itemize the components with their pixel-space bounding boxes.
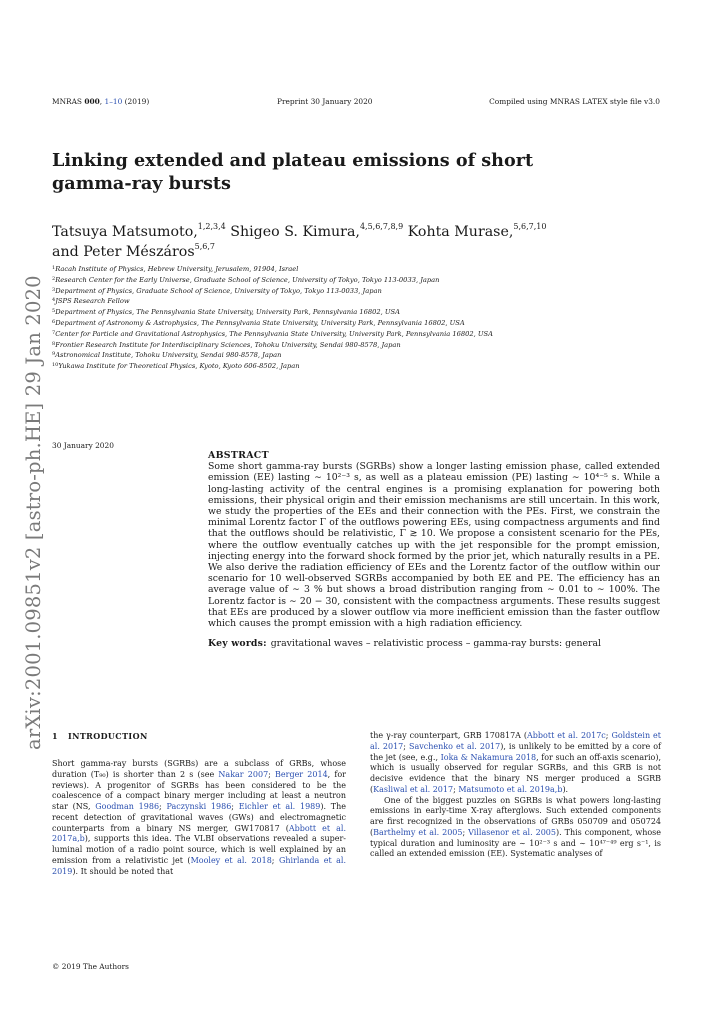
abstract-heading: ABSTRACT [208, 450, 269, 461]
paragraph: the γ-ray counterpart, GRB 170817A (Abbott et al. 2017c; Goldstein et al. 2017; Savchenko et al. 2017), is unlikely to be emitted by a core of the jet (see, e.g., Ioka & Nakamura 2018, for such an off-axis scenario), which is usually observed for regular SGRBs, and this GRB is not decisive evidence that the binary NS merger produced a SGRB (Kasliwal et al. 2017; Matsumoto et al. 2019a,b). [370, 731, 662, 794]
author-name: Tatsuya Matsumoto, [52, 224, 198, 240]
journal-pages-link[interactable]: 1–10 [104, 97, 123, 106]
affiliation: $^9$Astronomical Institute, Tohoku University, Sendai 980-8578, Japan [52, 351, 282, 360]
affiliation-list [52, 264, 672, 372]
citation-link[interactable]: Berger 2014 [275, 769, 328, 779]
author-name: Shigeo S. Kimura, [225, 224, 360, 240]
preprint-date: Preprint 30 January 2020 [277, 97, 373, 106]
citation-link[interactable]: Goodman 1986 [95, 802, 160, 811]
section-title: INTRODUCTION [67, 731, 148, 741]
citation-link[interactable]: Matsumoto et al. 2019a,b [458, 784, 563, 794]
affiliation: $^3$Department of Physics, Graduate School of Science, University of Tokyo, Tokyo 113-0033, Japan [52, 286, 382, 295]
citation-link[interactable]: Abbott et al. 2017c [527, 731, 606, 740]
author-line-1 [52, 222, 652, 242]
citation-link[interactable]: Savchenko et al. 2017 [409, 741, 501, 751]
affiliation: $^7$Center for Particle and Gravitational Astrophysics, The Pennsylvania State University, University Park, Pennsylvania 16802, USA [52, 329, 493, 338]
paper-title [52, 149, 612, 195]
author-affil: 1,2,3,4 [197, 222, 226, 231]
affiliation: $^2$Research Center for the Early Universe, Graduate School of Science, University of Tokyo, Tokyo 113-0033, Japan [52, 275, 440, 284]
compiled-note: Compiled using MNRAS LATEX style file v3.0 [489, 97, 660, 106]
citation-link[interactable]: Goldstein et al. 2017 [370, 731, 661, 751]
arxiv-stamp: arXiv:2001.09851v2 [astro-ph.HE] 29 Jan 2020 [22, 275, 45, 750]
citation-link[interactable]: Barthelmy et al. 2005 [373, 827, 463, 837]
author-affil: 5,6,7,10 [513, 222, 547, 231]
author-affil: 5,6,7 [194, 242, 215, 251]
journal-citation: MNRAS 000, 1–10 (2019) [52, 97, 150, 106]
abstract-body: Some short gamma-ray bursts (SGRBs) show a longer lasting emission phase, called extended emission (EE) lasting ∼ 10²⁻³ s, as well as a plateau emission (PE) lasting ∼ 10⁴⁻⁵ s. While a long-lasting activity of the central engines is a promising explanation for powering both emissions, their physical origin and their emission mechanisms are still uncertain. In this work, we study the properties of the EEs and their connection with the PEs. First, we constrain the minimal Lorentz factor Γ of the outflows powering EEs, using compactness arguments and find that the outflows should be relativistic, Γ ≳ 10. We propose a consistent scenario for the PEs, where the outflow eventually catches up with the jet responsible for the prompt emission, injecting energy into the forward shock formed by the prior jet, which naturally results in a PE. We also derive the radiation efficiency of EEs and the Lorentz factor of the outflow within our scenario for 10 well-observed SGRBs accompanied by both EE and PE. The efficiency has an average value of ∼ 3 % but shows a broad distribution ranging from ∼ 0.01 to ∼ 100%. The Lorentz factor is ∼ 20 − 30, consistent with the compactness arguments. These results suggest that EEs are produced by a slower outflow via more inefficient emission than the faster outflow which causes the prompt emission with a high radiation efficiency. [208, 461, 660, 630]
keywords-label: Key words: [208, 638, 267, 650]
affiliation: $^4$JSPS Research Fellow [52, 297, 130, 306]
citation-link[interactable]: Eichler et al. 1989 [238, 802, 321, 811]
submission-date: 30 January 2020 [52, 441, 114, 450]
citation-link[interactable]: Nakar 2007 [218, 769, 269, 779]
abstract [208, 450, 660, 649]
section-heading [52, 731, 148, 741]
citation-link[interactable]: Abbott et al. 2017a,b [52, 823, 347, 844]
author-list [52, 222, 652, 262]
affiliation: $^5$Department of Physics, The Pennsylvania State University, University Park, Pennsylvania 16802, USA [52, 308, 400, 317]
paragraph: One of the biggest puzzles on SGRBs is what powers long-lasting emissions in early-time X-ray afterglows. Such extended components are first recognized in the observations of GRBs 050709 and 050724 (Barthelmy et al. 2005; Villasenor et al. 2005). This component, whose typical duration and luminosity are ∼ 10²⁻³ s and ∼ 10⁴⁷⁻⁴⁹ erg s⁻¹, is called an extended emission (EE). Systematic analyses of [370, 795, 662, 859]
author-affil: 4,5,6,7,8,9 [359, 222, 404, 231]
citation-link[interactable]: Mooley et al. 2018 [190, 855, 272, 865]
keywords [208, 638, 660, 649]
keywords-value: gravitational waves – relativistic process – gamma-ray bursts: general [270, 638, 601, 650]
author-name: Kohta Murase, [403, 224, 514, 240]
citation-link[interactable]: Paczynski 1986 [166, 802, 232, 811]
paragraph: Short gamma-ray bursts (SGRBs) are a subclass of GRBs, whose duration (T₉₀) is shorter than 2 s (see Nakar 2007; Berger 2014, for reviews). A progenitor of SGRBs has been considered to be the coalescence of a compact binary merger including at least a neutron star (NS, Goodman 1986; Paczynski 1986; Eichler et al. 1989). The recent detection of gravitational waves (GWs) and electromagnetic counterparts from a binary NS merger, GW170817 (Abbott et al. 2017a,b), supports this idea. The VLBI observations revealed a super-luminal motion of a radio point source, which is well explained by an emission from a relativistic jet (Mooley et al. 2018; Ghirlanda et al. 2019). It should be noted that [52, 759, 347, 876]
affiliation: $^6$Department of Astronomy & Astrophysics, The Pennsylvania State University, University Park, Pennsylvania 16802, USA [52, 318, 465, 327]
author-name: and Peter Mészáros [52, 244, 195, 260]
affiliation: $^1$Racah Institute of Physics, Hebrew University, Jerusalem, 91904, Israel [52, 265, 299, 273]
citation-link[interactable]: Ghirlanda et al. 2019 [52, 855, 347, 876]
citation-link[interactable]: Villasenor et al. 2005 [468, 827, 556, 837]
body-column-left [52, 759, 346, 877]
citation-link[interactable]: Ioka & Nakamura 2018 [440, 752, 537, 762]
running-header [52, 97, 660, 109]
title-line-1: Linking extended and plateau emissions of short [52, 150, 534, 171]
section-number: 1 [52, 731, 58, 741]
title-line-2: gamma-ray bursts [52, 173, 231, 194]
body-column-right [370, 731, 661, 860]
affiliation: $^8$Frontier Research Institute for Interdisciplinary Sciences, Tohoku University, Sendai 980-8578, Japan [52, 340, 401, 349]
citation-link[interactable]: Kasliwal et al. 2017 [373, 784, 454, 794]
affiliation: $^{10}$Yukawa Institute for Theoretical Physics, Kyoto, Kyoto 606-8502, Japan [52, 362, 300, 371]
copyright-notice: © 2019 The Authors [52, 962, 129, 971]
author-line-2 [52, 242, 652, 262]
